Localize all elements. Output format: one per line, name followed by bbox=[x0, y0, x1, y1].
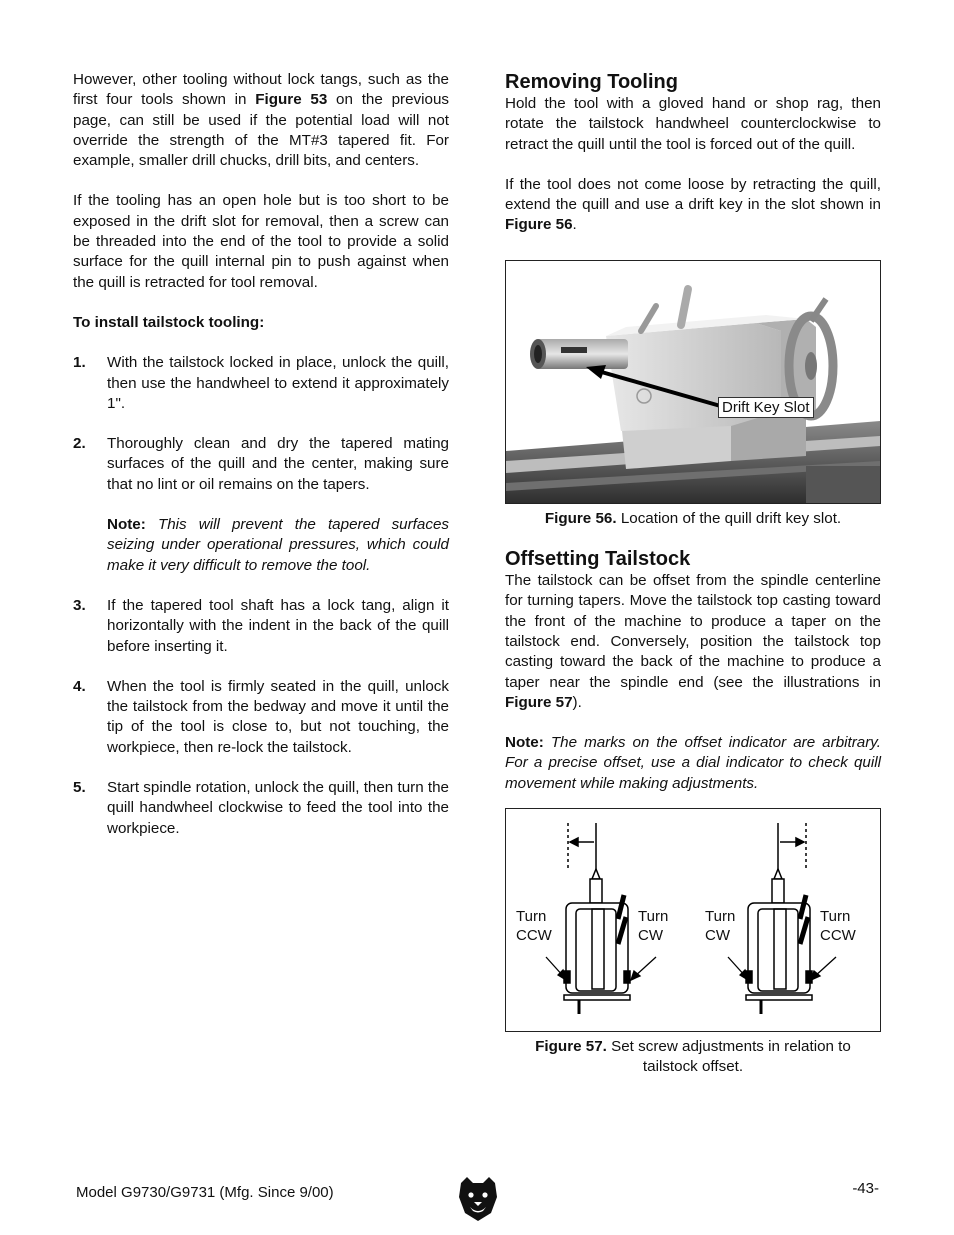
figure-57-diagram bbox=[505, 808, 881, 1032]
figure-56-photo bbox=[505, 260, 881, 504]
left-column bbox=[73, 70, 449, 839]
step-number: 4. bbox=[73, 677, 86, 695]
step-4 bbox=[73, 677, 449, 758]
left-tailstock-drawing bbox=[564, 823, 630, 1014]
step-1 bbox=[73, 353, 449, 414]
step-number: 2. bbox=[73, 435, 86, 453]
figure-56-caption: Figure 56. Location of the quill drift key slot. bbox=[544, 509, 842, 527]
drift-key-slot-label: Drift Key Slot bbox=[718, 397, 814, 418]
paragraph-short-tooling: If the tooling has an open hole but is too short to be exposed in the drift slot for removal, then a screw can be threaded into the end of the tool to provide a solid surface for the quill internal pin to push against when the quill is retracted for tool removal. bbox=[73, 192, 449, 291]
right-tailstock-drawing bbox=[746, 823, 812, 1014]
install-heading: To install tailstock tooling: bbox=[73, 313, 265, 331]
step-text: Start spindle rotation, unlock the quill, then turn the quill handwheel clockwise to feed the tool into the workpiece. bbox=[107, 779, 449, 837]
footer-page-number: -43- bbox=[852, 1180, 879, 1197]
turn-ccw-left-label: Turn CCW bbox=[516, 908, 552, 945]
step-number: 5. bbox=[73, 779, 86, 797]
step-3 bbox=[73, 596, 449, 657]
turn-ccw-right-label: Turn CCW bbox=[820, 908, 856, 945]
removing-tooling-heading: Removing Tooling bbox=[505, 71, 678, 93]
step-number: 3. bbox=[73, 596, 86, 614]
offsetting-tailstock-heading: Offsetting Tailstock bbox=[505, 548, 691, 571]
tailstock-photo-illustration bbox=[506, 261, 880, 503]
step-2 bbox=[73, 434, 449, 576]
paragraph-removing-tool: Hold the tool with a gloved hand or shop rag, then rotate the tailstock handwheel counterclockwise to retract the quill until the tool is forced out of the quill. bbox=[505, 95, 881, 153]
step-number: 1. bbox=[73, 354, 86, 372]
figure-57-caption: Figure 57. Set screw adjustments in relation to tailstock offset. bbox=[535, 1038, 851, 1076]
paragraph-drift-key: If the tool does not come loose by retracting the quill, extend the quill and use a drift key in the slot shown in Figure 56. bbox=[505, 175, 881, 234]
step-text: Thoroughly clean and dry the tapered mating surfaces of the quill and the center, making sure that no lint or oil remains on the tapers. bbox=[107, 435, 449, 493]
step-text: When the tool is firmly seated in the quill, unlock the tailstock from the bedway and move it until the tip of the tool is close to, but not touching, the workpiece, then re-lock the tailstock. bbox=[107, 677, 449, 756]
step-text: If the tapered tool shaft has a lock tang, align it horizontally with the indent in the back of the quill before inserting it. bbox=[107, 596, 449, 655]
step-text: With the tailstock locked in place, unlock the quill, then use the handwheel to extend it approximately 1". bbox=[107, 354, 449, 412]
turn-cw-right-label: Turn CW bbox=[705, 908, 736, 945]
offset-note: Note: The marks on the offset indicator are arbitrary. For a precise offset, use a dial indicator to check quill movement while making adjustments. bbox=[505, 734, 881, 792]
step-note: Note: This will prevent the tapered surfaces seizing under operational pressures, which could make it very difficult to remove the tool. bbox=[107, 516, 449, 574]
step-5 bbox=[73, 778, 449, 839]
turn-cw-left-label: Turn CW bbox=[638, 908, 669, 945]
footer-model: Model G9730/G9731 (Mfg. Since 9/00) bbox=[76, 1184, 334, 1201]
right-column bbox=[505, 70, 881, 1078]
paragraph-offsetting: The tailstock can be offset from the spindle centerline for turning tapers. Move the tailstock top casting toward the front of the machine to produce a taper on the tailstock end. Conversely, position the tailstock top casting toward the back of the machine to produce a taper near the spindle end (see the illustrations in Figure 57). bbox=[505, 572, 881, 711]
bear-head-logo-icon bbox=[457, 1175, 499, 1229]
paragraph-tooling-without-tangs: However, other tooling without lock tangs, such as the first four tools shown in Figure 53 on the previous page, can still be used if the potential load will not override the strength of the MT#3 tapered fit. For example, smaller drill chucks, drill bits, and centers. bbox=[73, 71, 449, 170]
